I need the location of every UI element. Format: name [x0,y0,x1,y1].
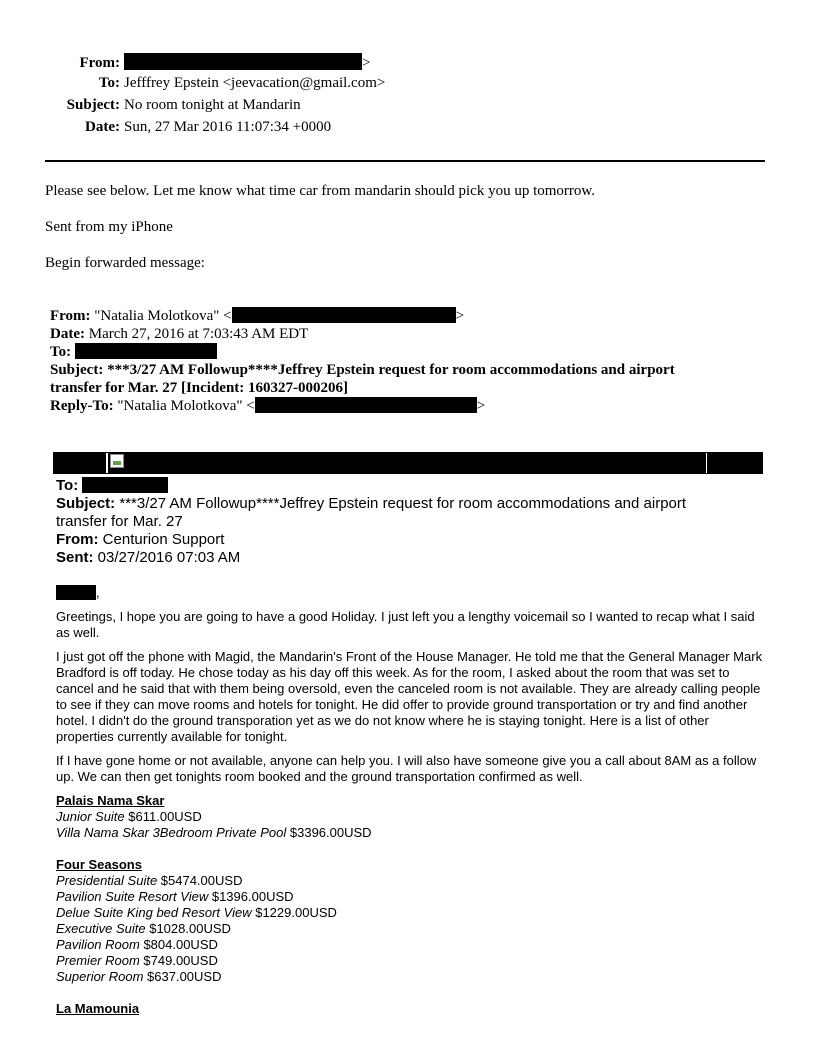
fw-from-row [50,307,464,325]
body-line-3: Begin forwarded message: [45,255,205,271]
room-price: $804.00USD [139,937,218,952]
hotel-list-la-mamounia [56,1001,139,1017]
fw-from-label: From: [50,308,91,324]
redaction-block [255,397,477,413]
body-line-2: Sent from my iPhone [45,219,173,235]
to-label: To: [98,75,120,91]
redaction-block [82,477,168,493]
room-price: $1396.00USD [208,889,294,904]
fw-date-row [50,325,308,343]
room-name: Superior Room [56,969,144,984]
room-row [56,905,337,921]
message-paragraph-2: I just got off the phone with Magid, the Mandarin's Front of the House Manager. He told me that the General Manager Mark Bradford is off today. He chose today as his day off this week. As for the room, I asked about the room that was set to cancel and he said that with them being oversold, even the canceled room is not available. They are already calling people to see if they can move rooms and hotels for tonight. He did offer to provide ground transportation or try and find another hotel. I didn't do the ground transporation yet as we do not know where he is staying tonight. Here is a list of other properties currently available for tonight. [56,649,763,744]
room-price: $749.00USD [139,953,218,968]
room-name: Executive Suite [56,921,146,936]
room-row [56,889,337,905]
inner-subject-row [56,495,686,513]
fw-date-label: Date: [50,326,85,342]
from-suffix: > [362,55,371,71]
inner-to-label: To: [56,477,79,494]
redaction-block [124,53,362,70]
fw-to-row [50,343,217,361]
room-price: $637.00USD [143,969,222,984]
fw-replyto-row [50,397,485,415]
inner-subject-label: Subject: [56,495,116,512]
redaction-block [232,307,456,323]
room-name: Villa Nama Skar 3Bedroom Private Pool [56,825,287,840]
to-value[interactable]: Jefffrey Epstein <jeevacation@gmail.com> [124,75,386,91]
date-label: Date: [85,119,120,135]
inner-from-label: From: [56,531,99,548]
subject-value: No room tonight at Mandarin [124,97,301,113]
greeting-row [56,585,100,601]
fw-replyto-suffix: > [476,398,486,414]
hotel-name[interactable]: La Mamounia [56,1001,140,1016]
hotel-name[interactable]: Four Seasons [56,857,142,872]
message-paragraph-3: If I have gone home or not available, anyone can help you. I will also have someone give you a call about 8AM as a follow up. We can then get tonights room booked and the ground transportation confirmed as well. [56,753,757,784]
broken-image-icon [110,454,124,468]
room-row [56,937,337,953]
room-price: $1028.00USD [145,921,231,936]
fw-subject-row [50,361,675,379]
banner-divider [706,453,707,473]
inner-subject-row-2 [56,513,183,531]
fw-subject-line-2: transfer for Mar. 27 [Incident: 160327-000206] [50,380,349,396]
room-price: $5474.00USD [157,873,243,888]
greeting-suffix: , [96,585,100,600]
fw-from-value: "Natalia Molotkova" < [94,308,232,324]
redacted-banner [53,452,763,474]
header-from-row [0,53,420,72]
header-divider [45,160,765,162]
inner-from-row [56,531,224,549]
inner-to-row [56,477,168,495]
room-row [56,825,372,841]
room-row [56,953,337,969]
header-date-row [0,119,420,136]
fw-replyto-value: "Natalia Molotkova" < [117,398,255,414]
room-price: $1229.00USD [251,905,337,920]
room-name: Delue Suite King bed Resort View [56,905,252,920]
date-value: Sun, 27 Mar 2016 11:07:34 +0000 [124,119,332,135]
from-label: From: [79,55,120,71]
hotel-name[interactable]: Palais Nama Skar [56,793,165,808]
room-name: Pavilion Suite Resort View [56,889,209,904]
subject-label: Subject: [66,97,120,113]
room-name: Pavilion Room [56,937,140,952]
banner-divider [106,453,108,473]
room-price: $3396.00USD [286,825,372,840]
fw-subject-label: Subject: [50,362,104,378]
room-name: Premier Room [56,953,140,968]
redaction-block [75,343,217,359]
room-row [56,873,337,889]
fw-replyto-label: Reply-To: [50,398,114,414]
room-name: Presidential Suite [56,873,158,888]
header-subject-row [0,97,420,114]
inner-subject-line-2: transfer for Mar. 27 [56,513,183,530]
header-to-row [0,75,420,92]
room-row [56,809,372,825]
fw-subject-row-2 [50,379,348,397]
hotel-list-palais [56,793,372,841]
fw-to-label: To: [50,344,72,360]
fw-subject-line-1: ***3/27 AM Followup****Jeffrey Epstein request for room accommodations and airport [107,362,675,378]
room-price: $611.00USD [124,809,202,824]
inner-sent-row [56,549,240,567]
room-name: Junior Suite [56,809,125,824]
inner-subject-line-1: ***3/27 AM Followup****Jeffrey Epstein request for room accommodations and airport [119,495,687,512]
inner-sent-label: Sent: [56,549,94,566]
message-paragraph-1: Greetings, I hope you are going to have a good Holiday. I just left you a lengthy voicemail so I wanted to recap what I said as well. [56,609,755,640]
inner-from-value: Centurion Support [102,531,225,548]
fw-date-value: March 27, 2016 at 7:03:43 AM EDT [88,326,309,342]
room-row [56,921,337,937]
hotel-list-four-seasons [56,857,337,985]
room-row [56,969,337,985]
body-line-1: Please see below. Let me know what time car from mandarin should pick you up tomorrow. [45,183,595,199]
redaction-block [56,585,96,600]
inner-sent-value: 03/27/2016 07:03 AM [97,549,241,566]
fw-from-suffix: > [455,308,465,324]
